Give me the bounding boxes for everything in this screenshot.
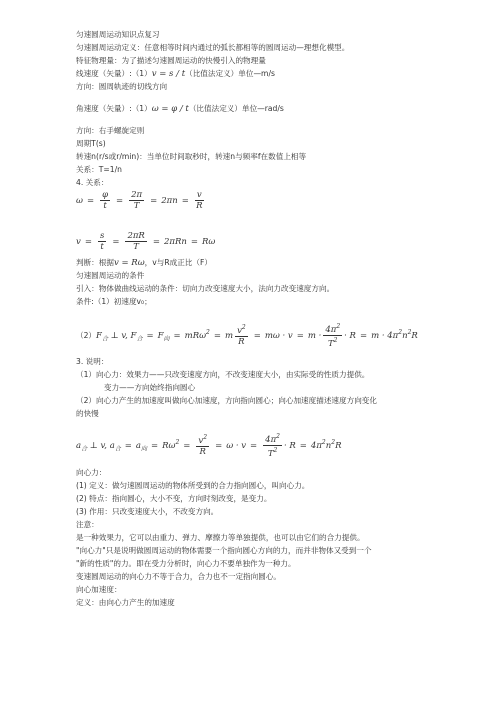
centripetal-acceleration-heading: 向心加速度： <box>76 585 122 594</box>
note-3-item-1: （1）向心力：效果力——只改变速度方向，不改变速度大小，由实际受的性质力提供。 <box>76 370 370 379</box>
feature-line: 特征物理量：为了描述匀速圆周运动的快慢引入的物理量 <box>76 56 266 65</box>
omega-relation-equation: ω = $\frac{\varphi}{t}$ = $\frac{2\pi}{T}$ = 2πn = $\frac{v}{R}$ <box>76 190 203 211</box>
doc-title: 匀速圆周运动知识点复习 <box>76 30 160 39</box>
attention-heading: 注意： <box>76 520 99 529</box>
force-equation: $(2)F_合$ ⊥ v, $F_合 = F_向 = mR\omega^2 = m$ $\frac{v^2}{R}$ = mω · v = m · $\frac{4\pi^2}{T^2}$ · $R = m \cdot 4\pi^2n^2R$ <box>76 323 418 349</box>
angular-velocity-line: 角速度（矢量）:（1）ω = φ / t（比值法定义）单位—rad/s <box>76 104 284 114</box>
attention-4: 变速圆周运动的向心力不等于合力，合力也不一定指向圆心。 <box>76 572 282 581</box>
relation-line-1: 关系：T=1/n <box>76 165 122 174</box>
note-3-heading: 3. 说明： <box>76 357 109 366</box>
centripetal-force-3: (3) 作用：只改变速度大小，不改变方向。 <box>76 507 219 516</box>
centripetal-force-heading: 向心力： <box>76 468 107 477</box>
period-line: 周期T(s) <box>76 139 106 148</box>
condition-1: 条件:（1）初速度v₀； <box>76 297 152 306</box>
angular-velocity-formula: ω = φ / t <box>151 104 189 114</box>
judge-formula: v = Rω <box>113 258 145 268</box>
rotation-speed-line: 转速n(r/s或r/min)：当单位时间取秒时，转速n与频率f在数值上相等 <box>76 152 307 161</box>
attention-3: "新的性质"的力。即在受力分析时，向心力不要单独作为一种力。 <box>76 559 296 568</box>
relation-heading: 4. 关系： <box>76 178 109 187</box>
condition-intro: 引入：物体做曲线运动的条件：切向力改变速度大小，法向力改变速度方向。 <box>76 284 335 293</box>
attention-1: 是一种效果力，它可以由重力、弹力、摩擦力等单独提供，也可以由它们的合力提供。 <box>76 533 365 542</box>
condition-title: 匀速圆周运动的条件 <box>76 271 145 280</box>
angular-direction-line: 方向：右手螺旋定则 <box>76 126 145 135</box>
centripetal-force-1: (1) 定义：做匀速圆周运动的物体所受到的合力指向圆心，叫向心力。 <box>76 481 310 490</box>
linear-velocity-line: 线速度（矢量）:（1）v = s / t（比值法定义）单位—m/s <box>76 69 275 79</box>
centripetal-force-2: (2) 特点：指向圆心，大小不变，方向时刻改变，是变力。 <box>76 494 272 503</box>
attention-2: "向心力"只是说明做圆周运动的物体需要一个指向圆心方向的力，而并非物体又受到一个 <box>76 546 372 555</box>
linear-velocity-formula: v = s / t <box>151 69 186 79</box>
judge-line: 判断：根据v = Rω，v与R成正比（F） <box>76 258 212 268</box>
centripetal-acceleration-def: 定义：由向心力产生的加速度 <box>76 598 175 607</box>
definition-line: 匀速圆周运动定义：任意相等时间内通过的弧长都相等的圆周运动—理想化模型。 <box>76 43 350 52</box>
note-3-item-2: （2）向心力产生的加速度叫做向心加速度，方向指向圆心；向心加速度描述速度方向变化 <box>76 396 377 405</box>
linear-direction-line: 方向：圆周轨迹的切线方向 <box>76 82 168 91</box>
note-3-item-2b: 的快慢 <box>76 409 99 418</box>
acceleration-equation: $a_合$ ⊥ v, $a_合 = a_向 = R\omega^2$ = $\frac{v^2}{R}$ = ω · v = $\frac{4\pi^2}{T^2}$ · $R = 4\pi^2n^2R$ <box>76 433 342 459</box>
note-3-item-1b: 变力——方向始终指向圆心 <box>104 383 196 392</box>
velocity-relation-equation: v = $\frac{s}{t}$ = $\frac{2\pi R}{T}$ = 2πRn = Rω <box>76 231 216 252</box>
